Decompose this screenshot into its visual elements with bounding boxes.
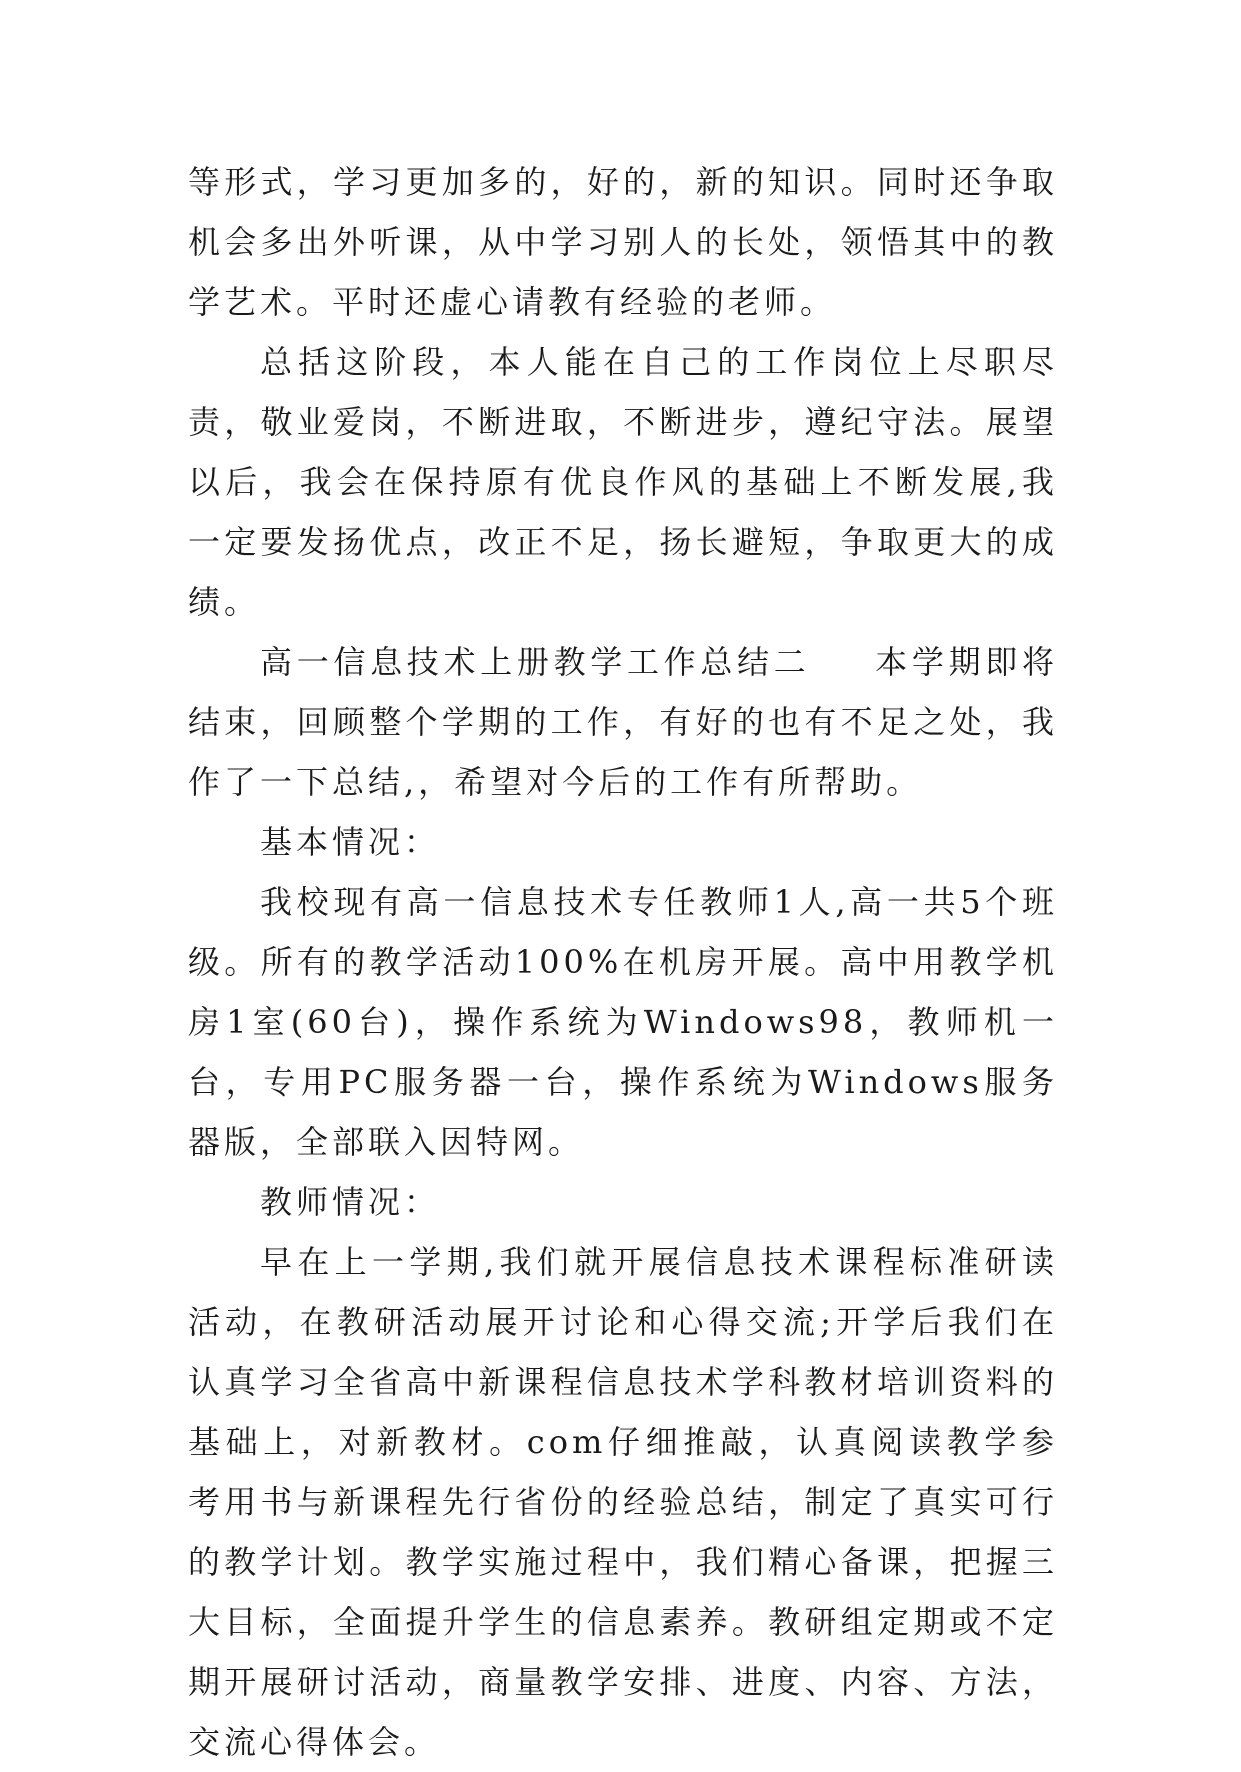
section-heading: 高一信息技术上册教学工作总结二 (260, 643, 811, 681)
paragraph-3-text: 本学期即将结束，回顾整个学期的工作，有好的也有不足之处，我作了一下总结,，希望对今后的工作有所帮助。 (188, 643, 1058, 801)
paragraph-6: 教师情况： (260, 1183, 441, 1221)
document-body (188, 152, 1058, 1772)
paragraph-1: 等形式，学习更加多的，好的，新的知识。同时还争取机会多出外听课，从中学习别人的长处，领悟其中的教学艺术。平时还虚心请教有经验的老师。 (188, 163, 1058, 321)
paragraph-2: 总括这阶段，本人能在自己的工作岗位上尽职尽责，敬业爱岗，不断进取，不断进步，遵纪守法。展望以后，我会在保持原有优良作风的基础上不断发展,我一定要发扬优点，改正不足，扬长避短，争取更大的成绩。 (188, 343, 1058, 621)
paragraph-4: 基本情况： (260, 823, 441, 861)
paragraph-3 (188, 632, 1058, 812)
paragraph-7: 早在上一学期,我们就开展信息技术课程标准研读活动，在教研活动展开讨论和心得交流;开学后我们在认真学习全省高中新课程信息技术学科教材培训资料的基础上，对新教材。com仔细推敲，认真阅读教学参考用书与新课程先行省份的经验总结，制定了真实可行的教学计划。教学实施过程中，我们精心备课，把握三大目标，全面提升学生的信息素养。教研组定期或不定期开展研讨活动，商量教学安排、进度、内容、方法，交流心得体会。 (188, 1243, 1058, 1761)
paragraph-5: 我校现有高一信息技术专任教师1人,高一共5个班级。所有的教学活动100%在机房开展。高中用教学机房1室(60台)，操作系统为Windows98，教师机一台，专用PC服务器一台，操作系统为Windows服务器版，全部联入因特网。 (188, 883, 1058, 1161)
